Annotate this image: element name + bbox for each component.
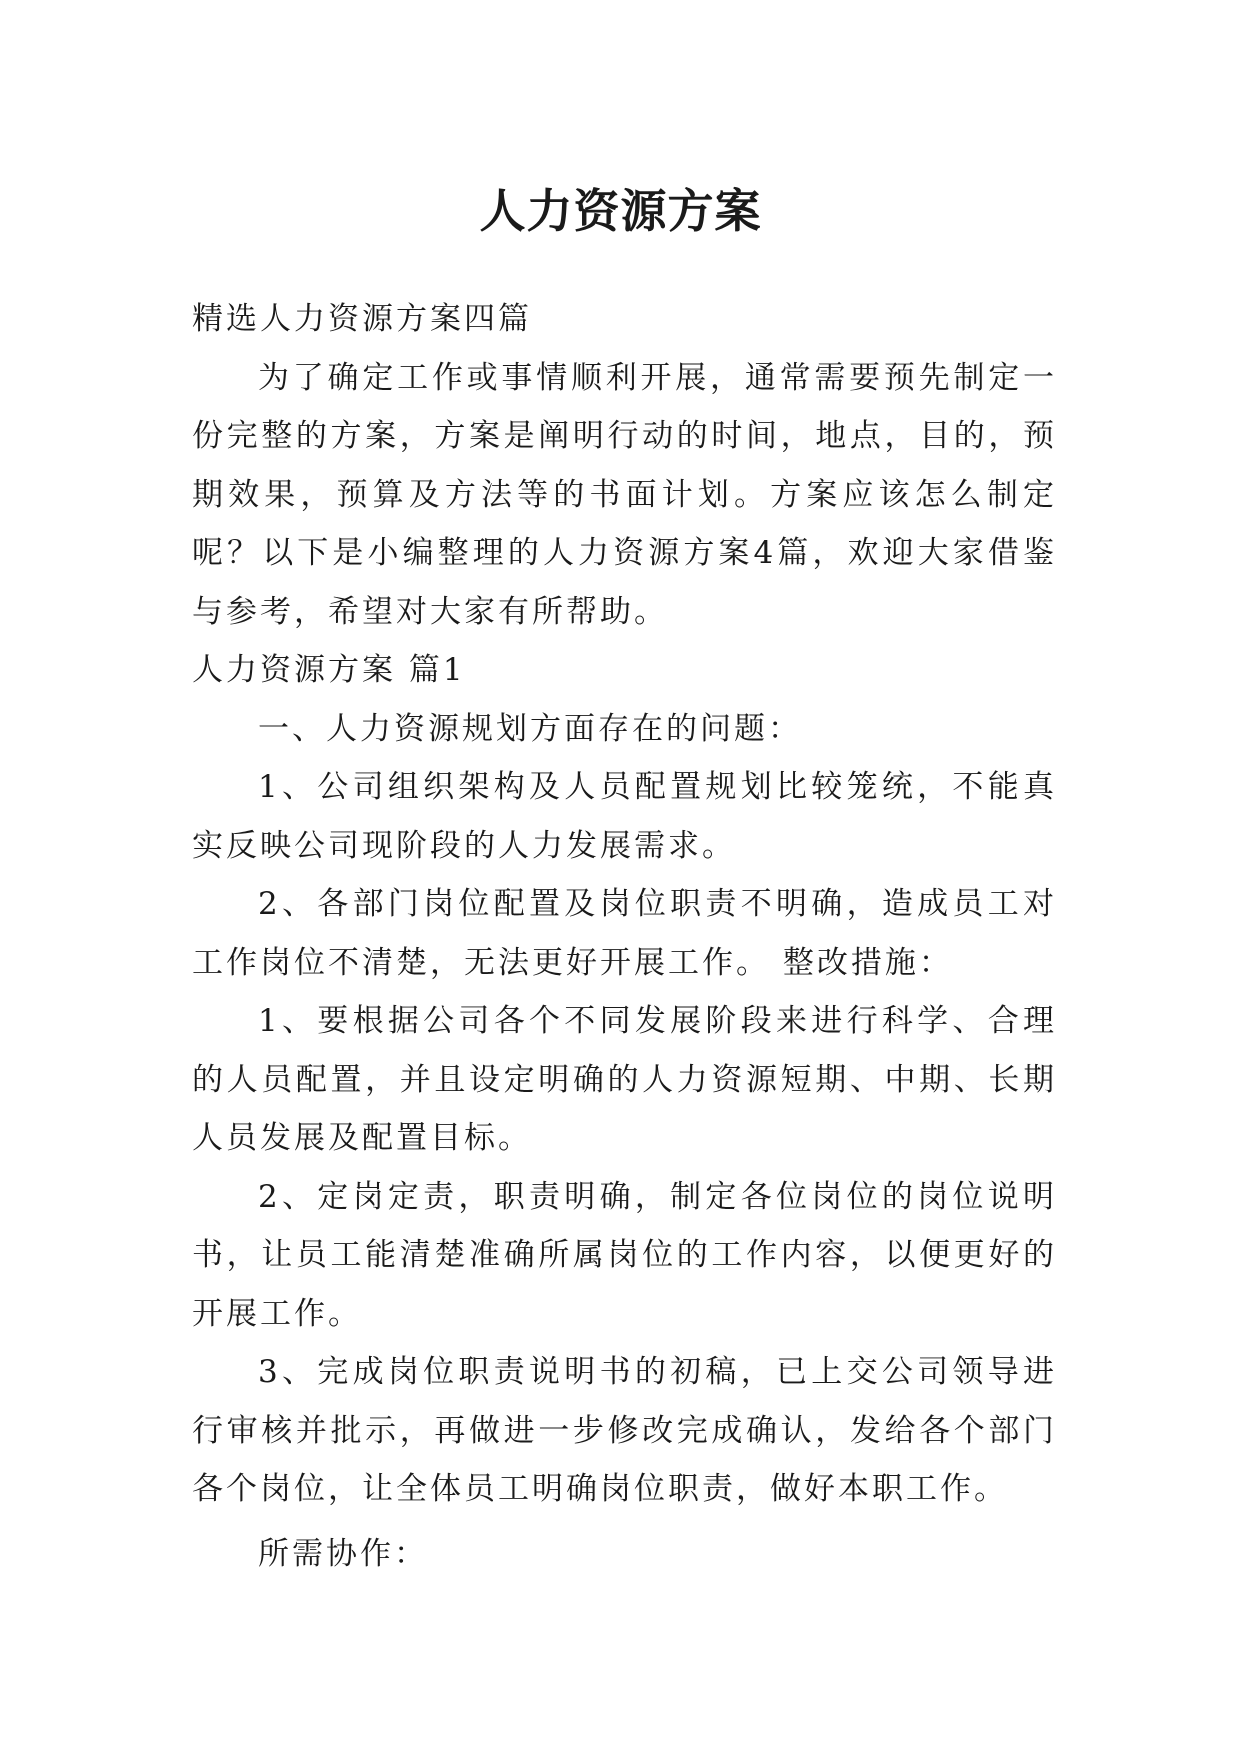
measure-item-2: 2、定岗定责，职责明确，制定各位岗位的岗位说明书，让员工能清楚准确所属岗位的工作内容，以便更好的开展工作。 [192,1178,1057,1332]
document-title: 人力资源方案 [479,183,762,238]
section-heading: 人力资源方案 篇1 [192,652,466,688]
intro-paragraph: 为了确定工作或事情顺利开展，通常需要预先制定一份完整的方案，方案是阐明行动的时间，地点，目的，预期效果，预算及方法等的书面计划。方案应该怎么制定呢？以下是小编整理的人力资源方案4篇，欢迎大家借鉴与参考，希望对大家有所帮助。 [192,359,1057,630]
problem-item-2: 2、各部门岗位配置及岗位职责不明确，造成员工对工作岗位不清楚，无法更好开展工作。 整改措施： [192,886,1057,981]
problem-item-1: 1、公司组织架构及人员配置规划比较笼统，不能真实反映公司现阶段的人力发展需求。 [192,769,1057,864]
measure-item-3: 3、完成岗位职责说明书的初稿，已上交公司领导进行审核并批示，再做进一步修改完成确认，发给各个部门各个岗位，让全体员工明确岗位职责，做好本职工作。 [192,1354,1057,1507]
document-subtitle: 精选人力资源方案四篇 [192,301,532,337]
subsection-heading: 一、人力资源规划方面存在的问题： [258,710,802,747]
cooperation-heading: 所需协作： [258,1535,428,1572]
document-body [192,290,1057,1583]
measure-item-1: 1、要根据公司各个不同发展阶段来进行科学、合理的人员配置，并且设定明确的人力资源短期、中期、长期人员发展及配置目标。 [192,1003,1057,1156]
